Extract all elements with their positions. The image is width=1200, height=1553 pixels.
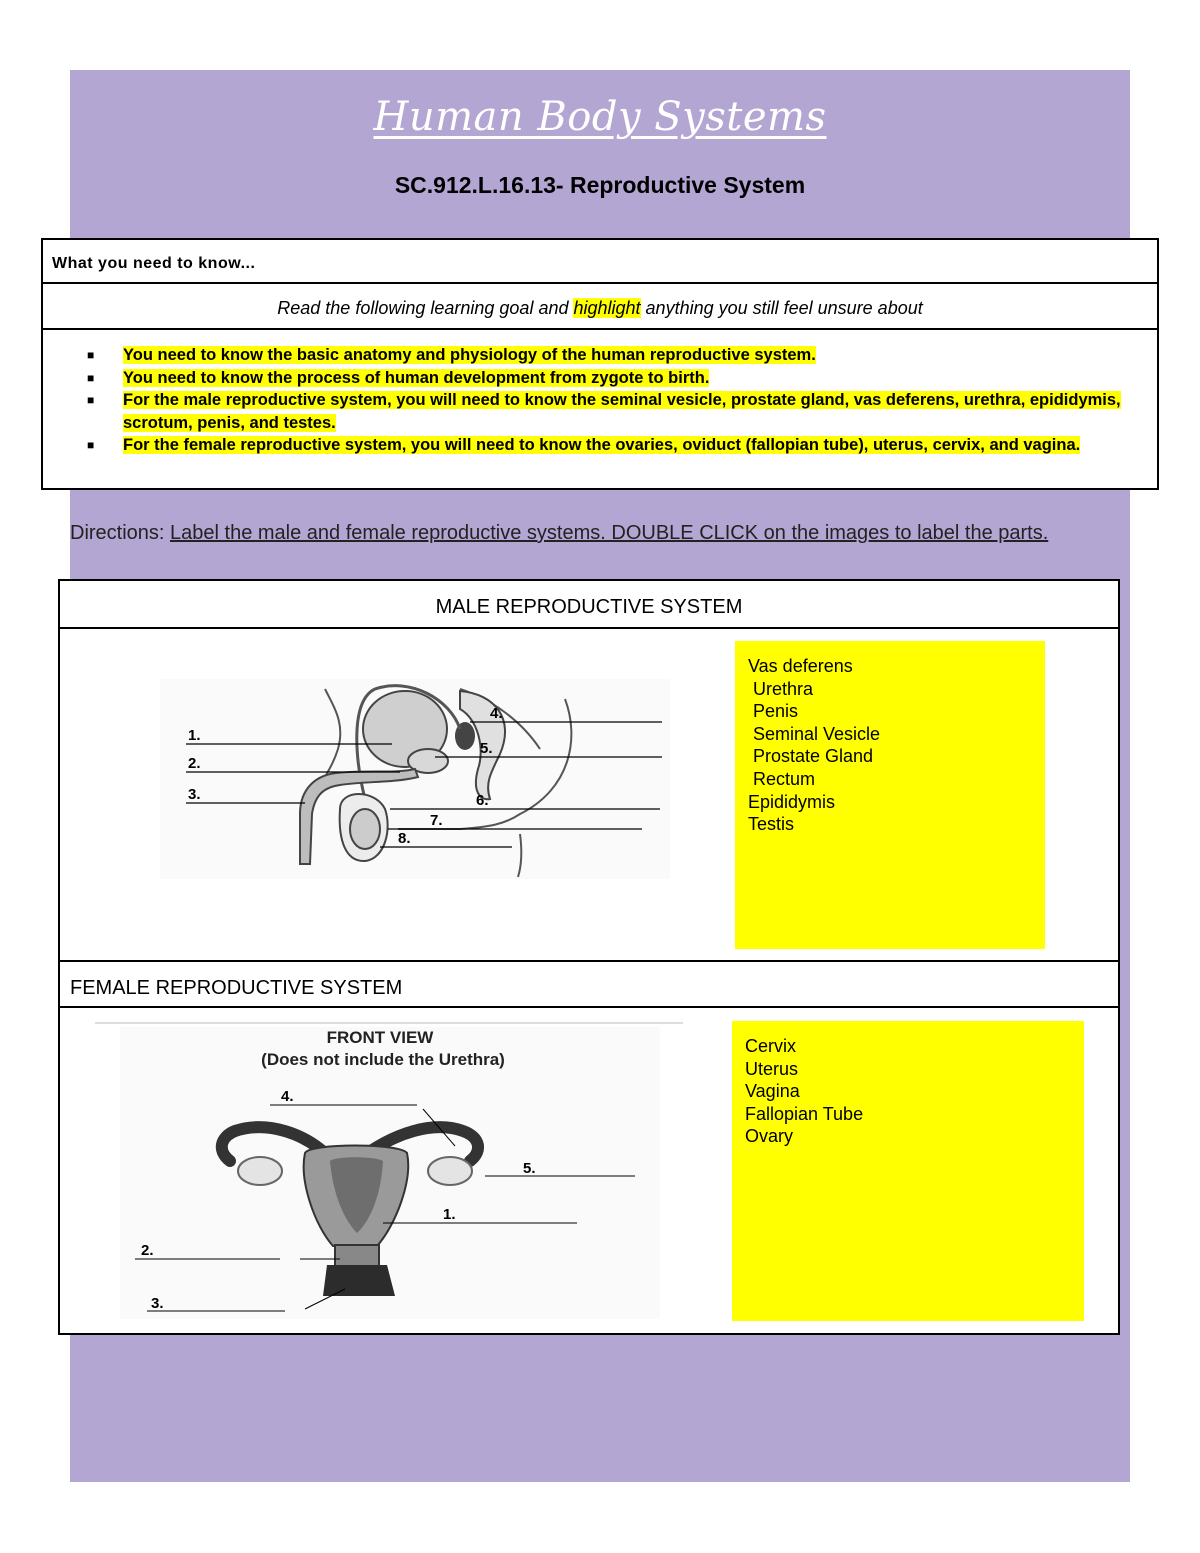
word-bank-item: Fallopian Tube	[745, 1103, 864, 1124]
learning-goal-item: ■ For the male reproductive system, you will need to know the seminal vesicle, prostate gland, vas deferens, urethra, epididymis, scrotum, penis, and testes.	[87, 391, 1121, 432]
word-bank-item: Seminal Vesicle	[748, 723, 881, 744]
word-bank-item: Vagina	[745, 1081, 800, 1102]
male-label-7: 7.	[430, 812, 443, 829]
diagram-table	[58, 579, 1120, 1335]
female-label-5: 5.	[523, 1160, 536, 1177]
word-bank-item: Vas deferens	[748, 656, 853, 676]
female-diagram-title: FRONT VIEW	[326, 1028, 434, 1047]
word-bank-item: Penis	[748, 701, 799, 722]
female-label-3: 3.	[151, 1295, 164, 1312]
word-bank-item: Uterus	[745, 1058, 799, 1079]
word-bank-item: Urethra	[748, 678, 814, 699]
female-label-4: 4.	[281, 1088, 294, 1105]
male-label-2: 2.	[188, 755, 201, 772]
learning-goal-item: ■ You need to know the process of human development from zygote to birth.	[87, 367, 1157, 390]
testis-shape	[350, 809, 380, 849]
word-bank-item: Rectum	[748, 768, 816, 789]
male-section-heading: MALE REPRODUCTIVE SYSTEM	[60, 581, 1118, 629]
vagina-shape	[323, 1265, 395, 1296]
male-label-3: 3.	[188, 786, 201, 803]
female-label-2: 2.	[141, 1242, 154, 1259]
instruction-highlight-word: highlight	[573, 298, 641, 318]
male-label-1: 1.	[188, 727, 201, 744]
learning-goal-list	[87, 344, 1157, 457]
cervix-shape	[335, 1245, 379, 1267]
square-bullet-icon: ■	[87, 438, 95, 452]
square-bullet-icon: ■	[87, 348, 95, 362]
square-bullet-icon: ■	[87, 393, 95, 407]
directions-text: Label the male and female reproductive systems. DOUBLE CLICK on the images to label the parts.	[170, 522, 1049, 544]
learning-goal-item: ■ For the female reproductive system, you will need to know the ovaries, oviduct (fallopian tube), uterus, cervix, and vagina.	[87, 434, 1157, 457]
female-reproductive-diagram[interactable]	[95, 1021, 685, 1321]
right-ovary	[428, 1157, 472, 1185]
directions-prefix: Directions:	[70, 522, 165, 544]
female-word-bank	[732, 1021, 1084, 1321]
learning-goal-instruction	[43, 286, 1157, 330]
page-subtitle: SC.912.L.16.13- Reproductive System	[394, 172, 806, 198]
instruction-text-start: Read the following learning goal and	[277, 298, 574, 318]
word-bank-item: Ovary	[745, 1126, 794, 1147]
male-reproductive-diagram[interactable]	[160, 679, 670, 879]
learning-goal-box	[41, 238, 1159, 490]
square-bullet-icon: ■	[87, 370, 95, 385]
male-label-8: 8.	[398, 830, 411, 847]
male-word-bank	[735, 641, 1045, 949]
word-bank-item: Cervix	[745, 1036, 797, 1056]
directions	[70, 518, 1100, 549]
word-bank-item: Testis	[748, 814, 795, 835]
page-title: Human Body Systems	[373, 94, 827, 140]
male-label-4: 4.	[490, 705, 503, 722]
learning-goal-heading: What you need to know...	[43, 240, 1157, 284]
instruction-text-end: anything you still feel unsure about	[640, 298, 923, 318]
learning-goal-item: ■ You need to know the basic anatomy and physiology of the human reproductive system.	[87, 344, 1157, 367]
female-section-heading: FEMALE REPRODUCTIVE SYSTEM	[60, 960, 1118, 1008]
word-bank-item: Epididymis	[748, 791, 836, 812]
male-label-5: 5.	[480, 740, 493, 757]
male-label-6: 6.	[476, 792, 489, 809]
left-ovary	[238, 1157, 282, 1185]
female-label-1: 1.	[443, 1206, 456, 1223]
female-diagram-subtitle: (Does not include the Urethra)	[261, 1050, 505, 1069]
word-bank-item: Prostate Gland	[748, 746, 874, 767]
